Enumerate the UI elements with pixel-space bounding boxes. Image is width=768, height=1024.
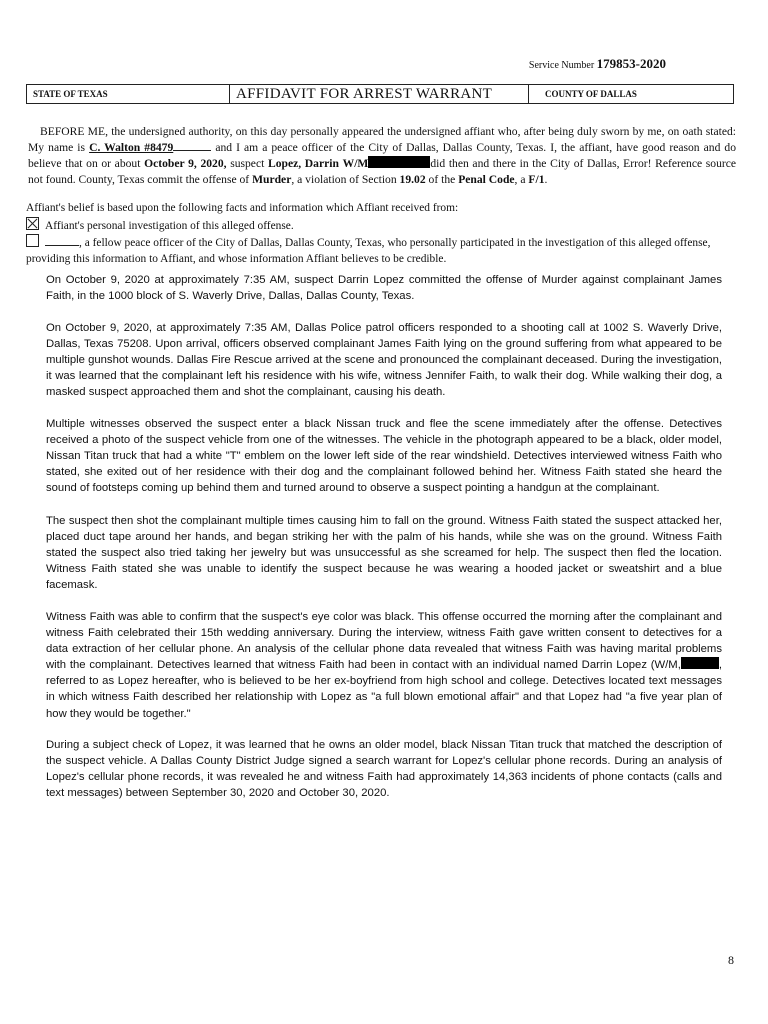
belief-option-1: Affiant's personal investigation of this alleged offense. xyxy=(45,219,294,232)
narrative-p6: During a subject check of Lopez, it was learned that he owns an older model, black Nissan Titan truck that matched the description of the suspect vehicle. A Dallas County District Judge signed a search warrant for Lopez's cellular phone records. During an analysis of Lopez's cellular phone records, it was revealed he and witness Faith had approximately 14,363 incidents of phone contacts (calls and text messages) between September 30, 2020 and October 30, 2020. xyxy=(46,739,722,800)
checkbox-unchecked-icon[interactable] xyxy=(26,234,39,247)
checkbox-checked-icon[interactable] xyxy=(26,217,39,230)
narrative-paragraph-6 xyxy=(46,737,722,801)
narrative-paragraph-4 xyxy=(46,513,722,593)
intro-statement xyxy=(28,124,736,188)
service-number-value: 179853-2020 xyxy=(596,56,666,71)
belief-section xyxy=(26,201,738,267)
suspect-name: Lopez, Darrin xyxy=(267,157,339,170)
narrative-paragraph-1 xyxy=(46,272,722,304)
document-title: AFFIDAVIT FOR ARREST WARRANT xyxy=(229,85,529,103)
redaction-box-2 xyxy=(681,657,719,669)
narrative-paragraph-2 xyxy=(46,320,722,400)
section-number: 19.02 xyxy=(399,173,426,186)
offense-date: October 9, 2020, xyxy=(144,157,227,170)
officer-name-blank xyxy=(45,235,79,246)
narrative-paragraph-5 xyxy=(46,609,722,722)
county-label: COUNTY OF DALLAS xyxy=(545,89,637,99)
narrative-p4: The suspect then shot the complainant multiple times causing him to fall on the ground. Witness Faith stated the suspect attacked her, placed duct tape around her hands, and began striking her with the palm of his hands, while she was on the ground. Witness Faith stated the suspect also tried taking her jewelry but was unsuccessful as she screamed for help. The suspect then fled the location. Witness Faith stated she was unable to identify the suspect because he was wearing a hooded jacket or sweatshirt and a blue facemask. xyxy=(46,515,722,592)
belief-lead: Affiant's belief is based upon the following facts and information which Affiant received from: xyxy=(26,202,459,214)
intro-line2: and I am a peace officer of the City of Dallas, Dallas County, Texas. I, the affiant, have good reason and do believe that on or about xyxy=(28,141,737,170)
intro-line1: BEFORE ME, the undersigned authority, on this day personally appeared the undersigned affiant who, after being duly sworn by me, on oath stated: My name is xyxy=(28,125,736,154)
comma-a: , a xyxy=(514,173,526,186)
intro-line3: did then and there in the City of Dallas, Error! Reference source not found. County, Texas commit the offense of xyxy=(28,157,737,186)
suspect-race: W/M xyxy=(342,157,369,170)
suspect-prefix: suspect xyxy=(230,157,265,170)
penal-code: Penal Code xyxy=(458,173,515,186)
narrative-p2: On October 9, 2020, at approximately 7:35 AM, Dallas Police patrol officers responded to a shooting call at 1002 S. Waverly Drive, Dallas, Texas 75208. Upon arrival, officers observed complainant James Faith lying on the ground suffering from what appeared to be multiple gunshot wounds. Dallas Fire Rescue arrived at the scene and pronounced the complainant deceased. During the investigation, it was learned that the complainant left his residence with his wife, witness Jennifer Faith, to walk their dog. While walking their dog, a masked suspect approached them and shot the complainant, causing his death. xyxy=(46,322,722,399)
narrative-paragraph-3 xyxy=(46,416,722,496)
service-number xyxy=(529,56,666,72)
affiant-name: C. Walton #8479 xyxy=(89,141,174,154)
narrative-p3: Multiple witnesses observed the suspect enter a black Nissan truck and flee the scene immediately after the offense. Detectives received a photo of the suspect vehicle from one of the witnesses. The vehicle in the photograph appeared to be a black, older model, Nissan Titan truck that had a white "T" emblem on the lower left side of the rear windshield. Detectives interviewed witness Faith who stated, she exited out of her residence with their dog and the complainant followed behind her. Witness Faith stated she heard the sound of footsteps coming up behind them and turned around to observe a suspect pointing a handgun at the complainant. xyxy=(46,418,722,495)
service-number-label: Service Number xyxy=(528,60,595,71)
belief-option-2: , a fellow peace officer of the City of Dallas, Dallas County, Texas, who personally participated in the investigation of this alleged offense, providing this information to Affiant, and whose information Affiant believes to be credible. xyxy=(26,237,711,265)
offense-name: Murder xyxy=(252,173,292,186)
narrative-p1: On October 9, 2020 at approximately 7:35 AM, suspect Darrin Lopez committed the offense of Murder against complainant James Faith, in the 1000 block of S. Waverly Drive, Dallas, Dallas County, Texas. xyxy=(46,274,722,303)
page-number: 8 xyxy=(728,953,734,967)
state-label: STATE OF TEXAS xyxy=(33,89,108,99)
offense-degree: F/1 xyxy=(528,173,545,186)
narrative-p5b: , referred to as Lopez hereafter, who is believed to be her ex-boyfriend from high school and college. Detectives located text messages in which witness Faith described her relationship with Lopez as "a full blown emotional affair" and that Lopez had "a five year plan of how they would be together." xyxy=(46,659,722,720)
affidavit-header xyxy=(26,84,734,104)
narrative-p5a: Witness Faith was able to confirm that the suspect's eye color was black. This offense occurred the morning after the complainant and witness Faith celebrated their 15th wedding anniversary. During the interview, witness Faith gave written consent to detectives for a data extraction of her cellular phone. An analysis of the cellular phone data revealed that witness Faith was having marital problems with the complainant. Detectives learned that witness Faith had been in contact with an individual named Darrin Lopez (W/M, xyxy=(46,611,722,672)
violation-text: , a violation of Section xyxy=(291,173,397,186)
redaction-box xyxy=(368,156,430,168)
intro-period: . xyxy=(544,173,548,186)
of-the: of the xyxy=(428,173,456,186)
